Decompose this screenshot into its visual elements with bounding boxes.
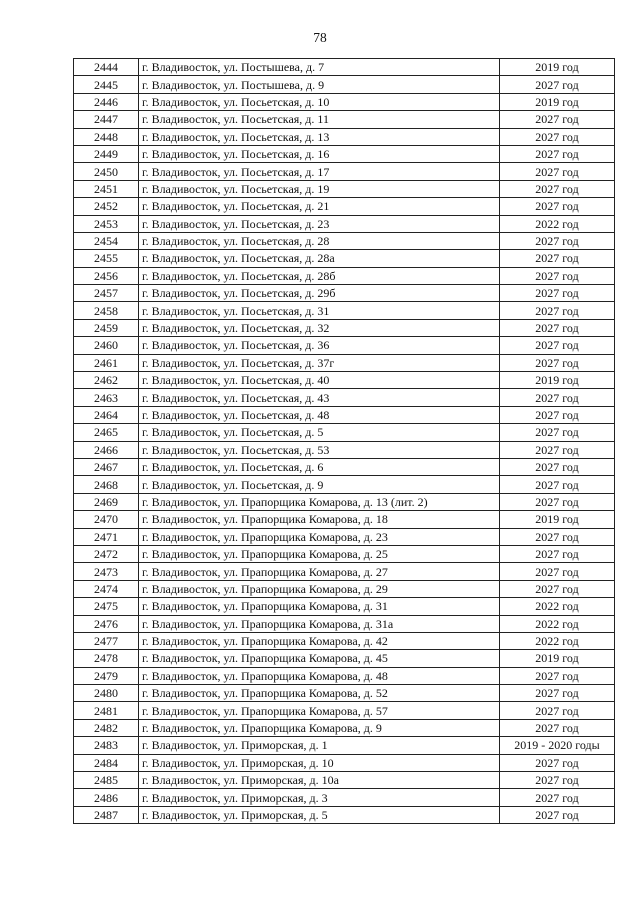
row-period: 2027 год <box>500 476 615 493</box>
table-row <box>74 650 615 667</box>
table-row <box>74 685 615 702</box>
table-row <box>74 719 615 736</box>
row-number: 2468 <box>74 476 139 493</box>
row-address: г. Владивосток, ул. Прапорщика Комарова, д. 42 <box>139 632 500 649</box>
row-number: 2479 <box>74 667 139 684</box>
row-period: 2027 год <box>500 545 615 562</box>
row-number: 2476 <box>74 615 139 632</box>
row-number: 2473 <box>74 563 139 580</box>
row-address: г. Владивосток, ул. Посьетская, д. 5 <box>139 424 500 441</box>
row-period: 2027 год <box>500 667 615 684</box>
row-period: 2022 год <box>500 598 615 615</box>
table-row <box>74 128 615 145</box>
table-row <box>74 580 615 597</box>
row-number: 2453 <box>74 215 139 232</box>
row-number: 2477 <box>74 632 139 649</box>
table-row <box>74 250 615 267</box>
table-row <box>74 180 615 197</box>
row-period: 2027 год <box>500 128 615 145</box>
row-address: г. Владивосток, ул. Посьетская, д. 28а <box>139 250 500 267</box>
row-number: 2458 <box>74 302 139 319</box>
table-row <box>74 232 615 249</box>
table-row <box>74 93 615 110</box>
table-row <box>74 354 615 371</box>
table-row <box>74 267 615 284</box>
row-number: 2448 <box>74 128 139 145</box>
row-address: г. Владивосток, ул. Приморская, д. 5 <box>139 806 500 823</box>
row-number: 2459 <box>74 319 139 336</box>
table-row <box>74 389 615 406</box>
row-period: 2027 год <box>500 493 615 510</box>
row-number: 2465 <box>74 424 139 441</box>
row-address: г. Владивосток, ул. Посьетская, д. 17 <box>139 163 500 180</box>
row-address: г. Владивосток, ул. Посьетская, д. 21 <box>139 198 500 215</box>
row-number: 2444 <box>74 59 139 76</box>
row-address: г. Владивосток, ул. Посьетская, д. 11 <box>139 111 500 128</box>
row-address: г. Владивосток, ул. Приморская, д. 10а <box>139 772 500 789</box>
row-address: г. Владивосток, ул. Прапорщика Комарова, д. 31а <box>139 615 500 632</box>
row-period: 2022 год <box>500 615 615 632</box>
row-number: 2487 <box>74 806 139 823</box>
table-body <box>74 59 615 824</box>
table-row <box>74 789 615 806</box>
row-period: 2027 год <box>500 302 615 319</box>
row-period: 2027 год <box>500 754 615 771</box>
row-period: 2027 год <box>500 145 615 162</box>
row-period: 2027 год <box>500 337 615 354</box>
row-number: 2451 <box>74 180 139 197</box>
row-number: 2484 <box>74 754 139 771</box>
row-number: 2483 <box>74 737 139 754</box>
row-number: 2466 <box>74 441 139 458</box>
row-period: 2027 год <box>500 76 615 93</box>
row-address: г. Владивосток, ул. Посьетская, д. 40 <box>139 372 500 389</box>
row-number: 2446 <box>74 93 139 110</box>
row-period: 2027 год <box>500 685 615 702</box>
table-row <box>74 163 615 180</box>
table-row <box>74 545 615 562</box>
row-period: 2027 год <box>500 806 615 823</box>
row-number: 2457 <box>74 285 139 302</box>
row-number: 2462 <box>74 372 139 389</box>
row-address: г. Владивосток, ул. Посьетская, д. 28 <box>139 232 500 249</box>
table-row <box>74 76 615 93</box>
row-period: 2019 год <box>500 372 615 389</box>
table-row <box>74 754 615 771</box>
table-row <box>74 476 615 493</box>
row-period: 2019 год <box>500 650 615 667</box>
table-row <box>74 285 615 302</box>
table-row <box>74 111 615 128</box>
row-period: 2022 год <box>500 215 615 232</box>
row-period: 2027 год <box>500 424 615 441</box>
row-address: г. Владивосток, ул. Посьетская, д. 32 <box>139 319 500 336</box>
table-row <box>74 215 615 232</box>
table-row <box>74 441 615 458</box>
table-row <box>74 424 615 441</box>
row-address: г. Владивосток, ул. Посьетская, д. 37г <box>139 354 500 371</box>
table-row <box>74 528 615 545</box>
table-row <box>74 406 615 423</box>
row-address: г. Владивосток, ул. Посьетская, д. 23 <box>139 215 500 232</box>
row-address: г. Владивосток, ул. Прапорщика Комарова, д. 31 <box>139 598 500 615</box>
row-address: г. Владивосток, ул. Прапорщика Комарова, д. 23 <box>139 528 500 545</box>
row-period: 2027 год <box>500 719 615 736</box>
row-number: 2460 <box>74 337 139 354</box>
row-number: 2471 <box>74 528 139 545</box>
row-period: 2027 год <box>500 702 615 719</box>
table-row <box>74 737 615 754</box>
table-row <box>74 598 615 615</box>
row-number: 2470 <box>74 511 139 528</box>
row-number: 2463 <box>74 389 139 406</box>
row-number: 2467 <box>74 458 139 475</box>
row-period: 2027 год <box>500 772 615 789</box>
row-period: 2019 - 2020 годы <box>500 737 615 754</box>
row-period: 2019 год <box>500 59 615 76</box>
row-address: г. Владивосток, ул. Постышева, д. 9 <box>139 76 500 93</box>
row-address: г. Владивосток, ул. Прапорщика Комарова, д. 27 <box>139 563 500 580</box>
row-number: 2478 <box>74 650 139 667</box>
row-number: 2469 <box>74 493 139 510</box>
row-address: г. Владивосток, ул. Посьетская, д. 36 <box>139 337 500 354</box>
row-period: 2027 год <box>500 163 615 180</box>
row-number: 2464 <box>74 406 139 423</box>
row-period: 2027 год <box>500 389 615 406</box>
row-address: г. Владивосток, ул. Прапорщика Комарова, д. 29 <box>139 580 500 597</box>
row-number: 2480 <box>74 685 139 702</box>
row-period: 2027 год <box>500 250 615 267</box>
row-number: 2450 <box>74 163 139 180</box>
table-row <box>74 493 615 510</box>
table-row <box>74 302 615 319</box>
row-period: 2027 год <box>500 267 615 284</box>
row-period: 2027 год <box>500 406 615 423</box>
table-row <box>74 59 615 76</box>
row-period: 2019 год <box>500 93 615 110</box>
table-row <box>74 319 615 336</box>
row-number: 2447 <box>74 111 139 128</box>
row-address: г. Владивосток, ул. Посьетская, д. 10 <box>139 93 500 110</box>
row-address: г. Владивосток, ул. Прапорщика Комарова, д. 18 <box>139 511 500 528</box>
row-address: г. Владивосток, ул. Приморская, д. 10 <box>139 754 500 771</box>
row-address: г. Владивосток, ул. Приморская, д. 1 <box>139 737 500 754</box>
row-period: 2027 год <box>500 580 615 597</box>
row-address: г. Владивосток, ул. Посьетская, д. 6 <box>139 458 500 475</box>
row-address: г. Владивосток, ул. Посьетская, д. 9 <box>139 476 500 493</box>
row-number: 2481 <box>74 702 139 719</box>
table-row <box>74 511 615 528</box>
row-address: г. Владивосток, ул. Прапорщика Комарова, д. 45 <box>139 650 500 667</box>
page-number: 78 <box>313 30 327 45</box>
row-address: г. Владивосток, ул. Посьетская, д. 31 <box>139 302 500 319</box>
row-number: 2449 <box>74 145 139 162</box>
row-address: г. Владивосток, ул. Прапорщика Комарова, д. 57 <box>139 702 500 719</box>
row-address: г. Владивосток, ул. Прапорщика Комарова, д. 48 <box>139 667 500 684</box>
row-number: 2482 <box>74 719 139 736</box>
table-row <box>74 702 615 719</box>
row-period: 2027 год <box>500 789 615 806</box>
row-number: 2474 <box>74 580 139 597</box>
row-address: г. Владивосток, ул. Посьетская, д. 53 <box>139 441 500 458</box>
row-number: 2445 <box>74 76 139 93</box>
row-period: 2027 год <box>500 319 615 336</box>
row-period: 2027 год <box>500 111 615 128</box>
row-address: г. Владивосток, ул. Прапорщика Комарова, д. 52 <box>139 685 500 702</box>
row-number: 2485 <box>74 772 139 789</box>
table-row <box>74 145 615 162</box>
row-period: 2027 год <box>500 354 615 371</box>
table-row <box>74 198 615 215</box>
row-address: г. Владивосток, ул. Посьетская, д. 28б <box>139 267 500 284</box>
row-period: 2027 год <box>500 285 615 302</box>
building-schedule-table <box>73 58 615 824</box>
table-row <box>74 337 615 354</box>
table-row <box>74 458 615 475</box>
table-row <box>74 372 615 389</box>
row-address: г. Владивосток, ул. Постышева, д. 7 <box>139 59 500 76</box>
row-period: 2022 год <box>500 632 615 649</box>
row-number: 2454 <box>74 232 139 249</box>
row-period: 2027 год <box>500 198 615 215</box>
row-period: 2027 год <box>500 441 615 458</box>
row-period: 2027 год <box>500 528 615 545</box>
row-address: г. Владивосток, ул. Прапорщика Комарова, д. 13 (лит. 2) <box>139 493 500 510</box>
table-row <box>74 772 615 789</box>
row-number: 2456 <box>74 267 139 284</box>
row-number: 2472 <box>74 545 139 562</box>
row-address: г. Владивосток, ул. Посьетская, д. 13 <box>139 128 500 145</box>
row-address: г. Владивосток, ул. Прапорщика Комарова, д. 25 <box>139 545 500 562</box>
row-address: г. Владивосток, ул. Приморская, д. 3 <box>139 789 500 806</box>
row-number: 2455 <box>74 250 139 267</box>
row-address: г. Владивосток, ул. Посьетская, д. 16 <box>139 145 500 162</box>
row-period: 2027 год <box>500 458 615 475</box>
row-address: г. Владивосток, ул. Посьетская, д. 19 <box>139 180 500 197</box>
table-row <box>74 563 615 580</box>
table-row <box>74 806 615 823</box>
row-period: 2019 год <box>500 511 615 528</box>
row-period: 2027 год <box>500 180 615 197</box>
row-address: г. Владивосток, ул. Посьетская, д. 43 <box>139 389 500 406</box>
row-number: 2452 <box>74 198 139 215</box>
row-number: 2461 <box>74 354 139 371</box>
table-row <box>74 615 615 632</box>
table-row <box>74 667 615 684</box>
row-period: 2027 год <box>500 563 615 580</box>
row-number: 2475 <box>74 598 139 615</box>
row-number: 2486 <box>74 789 139 806</box>
row-period: 2027 год <box>500 232 615 249</box>
row-address: г. Владивосток, ул. Прапорщика Комарова, д. 9 <box>139 719 500 736</box>
table-row <box>74 632 615 649</box>
row-address: г. Владивосток, ул. Посьетская, д. 29б <box>139 285 500 302</box>
row-address: г. Владивосток, ул. Посьетская, д. 48 <box>139 406 500 423</box>
